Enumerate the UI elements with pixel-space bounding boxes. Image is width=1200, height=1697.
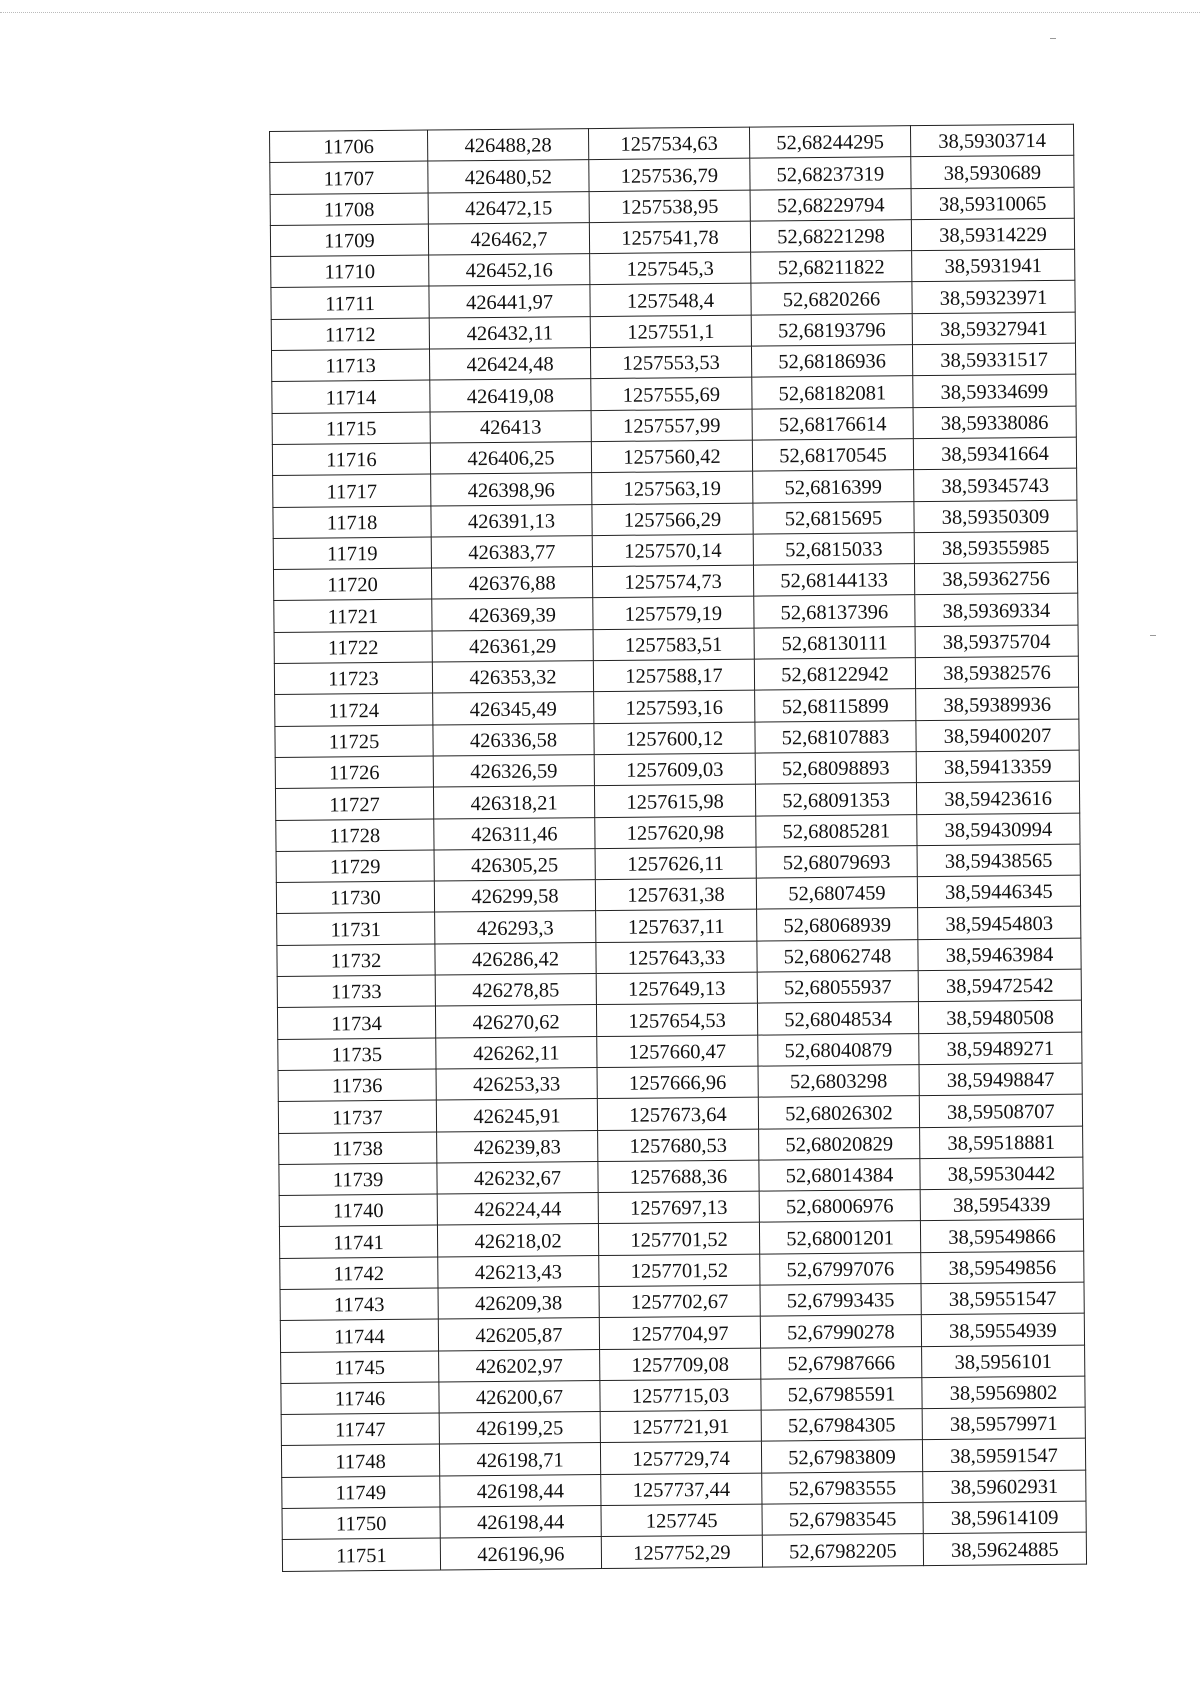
point-number-cell: 11711 [271, 287, 429, 320]
latitude-cell: 52,68229794 [750, 188, 911, 221]
latitude-cell: 52,6803298 [758, 1065, 919, 1098]
point-number-cell: 11712 [271, 318, 429, 351]
x-coordinate-cell: 426326,59 [433, 755, 594, 788]
point-number-cell: 11706 [270, 130, 428, 163]
latitude-cell: 52,68091353 [755, 783, 916, 816]
latitude-cell: 52,6815695 [753, 501, 914, 534]
longitude-cell: 38,59423616 [916, 781, 1079, 814]
longitude-cell: 38,59345743 [914, 468, 1077, 501]
point-number-cell: 11750 [282, 1507, 440, 1540]
longitude-cell: 38,59430994 [917, 813, 1080, 846]
x-coordinate-cell: 426345,49 [433, 692, 594, 725]
point-number-cell: 11709 [270, 224, 428, 257]
point-number-cell: 11714 [272, 380, 430, 413]
y-coordinate-cell: 1257536,79 [589, 158, 750, 191]
x-coordinate-cell: 426311,46 [434, 817, 595, 850]
x-coordinate-cell: 426432,11 [429, 316, 590, 349]
y-coordinate-cell: 1257666,96 [597, 1066, 758, 1099]
latitude-cell: 52,68144133 [753, 564, 914, 597]
longitude-cell: 38,5931941 [912, 249, 1075, 282]
y-coordinate-cell: 1257729,74 [600, 1442, 761, 1475]
point-number-cell: 11720 [273, 568, 431, 601]
longitude-cell: 38,59508707 [919, 1094, 1082, 1127]
x-coordinate-cell: 426232,67 [437, 1161, 598, 1194]
y-coordinate-cell: 1257697,13 [598, 1191, 759, 1224]
y-coordinate-cell: 1257548,4 [590, 284, 751, 317]
latitude-cell: 52,68014384 [759, 1158, 920, 1191]
longitude-cell: 38,59389936 [916, 688, 1079, 721]
y-coordinate-cell: 1257709,08 [600, 1348, 761, 1381]
x-coordinate-cell: 426293,3 [435, 911, 596, 944]
longitude-cell: 38,59472542 [918, 969, 1081, 1002]
y-coordinate-cell: 1257534,63 [588, 127, 749, 160]
latitude-cell: 52,68098893 [755, 752, 916, 785]
latitude-cell: 52,68055937 [757, 971, 918, 1004]
longitude-cell: 38,59549866 [920, 1220, 1083, 1253]
longitude-cell: 38,59323971 [912, 281, 1075, 314]
point-number-cell: 11744 [280, 1319, 438, 1352]
y-coordinate-cell: 1257538,95 [589, 190, 750, 223]
latitude-cell: 52,68193796 [751, 313, 912, 346]
y-coordinate-cell: 1257715,03 [600, 1379, 761, 1412]
latitude-cell: 52,68001201 [759, 1221, 920, 1254]
point-number-cell: 11713 [271, 349, 429, 382]
longitude-cell: 38,59614109 [923, 1501, 1086, 1534]
x-coordinate-cell: 426480,52 [428, 160, 589, 193]
longitude-cell: 38,59602931 [923, 1470, 1086, 1503]
x-coordinate-cell: 426213,43 [438, 1255, 599, 1288]
latitude-cell: 52,68006976 [759, 1190, 920, 1223]
latitude-cell: 52,68130111 [754, 626, 915, 659]
x-coordinate-cell: 426376,88 [431, 567, 592, 600]
x-coordinate-cell: 426369,39 [432, 598, 593, 631]
y-coordinate-cell: 1257579,19 [593, 597, 754, 630]
point-number-cell: 11735 [278, 1038, 436, 1071]
point-number-cell: 11708 [270, 193, 428, 226]
longitude-cell: 38,59498847 [919, 1063, 1082, 1096]
y-coordinate-cell: 1257588,17 [593, 659, 754, 692]
longitude-cell: 38,59338086 [913, 406, 1076, 439]
point-number-cell: 11723 [274, 662, 432, 695]
coordinates-table-body [270, 124, 1087, 1571]
x-coordinate-cell: 426218,02 [437, 1224, 598, 1257]
y-coordinate-cell: 1257609,03 [594, 753, 755, 786]
y-coordinate-cell: 1257620,98 [595, 816, 756, 849]
longitude-cell: 38,59530442 [920, 1157, 1083, 1190]
longitude-cell: 38,59355985 [914, 531, 1077, 564]
latitude-cell: 52,68186936 [751, 345, 912, 378]
longitude-cell: 38,59454803 [918, 907, 1081, 940]
longitude-cell: 38,59334699 [913, 375, 1076, 408]
longitude-cell: 38,59327941 [912, 312, 1075, 345]
longitude-cell: 38,59362756 [914, 562, 1077, 595]
longitude-cell: 38,59549856 [921, 1251, 1084, 1284]
latitude-cell: 52,67987666 [761, 1346, 922, 1379]
latitude-cell: 52,68085281 [756, 814, 917, 847]
y-coordinate-cell: 1257583,51 [593, 628, 754, 661]
x-coordinate-cell: 426253,33 [436, 1067, 597, 1100]
longitude-cell: 38,59551547 [921, 1282, 1084, 1315]
y-coordinate-cell: 1257600,12 [594, 722, 755, 755]
latitude-cell: 52,68079693 [756, 845, 917, 878]
point-number-cell: 11746 [281, 1382, 439, 1415]
latitude-cell: 52,68020829 [759, 1127, 920, 1160]
point-number-cell: 11719 [273, 537, 431, 570]
x-coordinate-cell: 426198,71 [439, 1443, 600, 1476]
x-coordinate-cell: 426441,97 [429, 285, 590, 318]
x-coordinate-cell: 426391,13 [431, 504, 592, 537]
x-coordinate-cell: 426199,25 [439, 1412, 600, 1445]
point-number-cell: 11732 [277, 944, 435, 977]
scan-speck [1150, 635, 1156, 636]
y-coordinate-cell: 1257593,16 [594, 690, 755, 723]
y-coordinate-cell: 1257553,53 [590, 346, 751, 379]
y-coordinate-cell: 1257702,67 [599, 1285, 760, 1318]
x-coordinate-cell: 426424,48 [429, 348, 590, 381]
latitude-cell: 52,68176614 [752, 407, 913, 440]
point-number-cell: 11724 [275, 693, 433, 726]
y-coordinate-cell: 1257649,13 [596, 972, 757, 1005]
x-coordinate-cell: 426353,32 [432, 661, 593, 694]
y-coordinate-cell: 1257654,53 [596, 1003, 757, 1036]
latitude-cell: 52,67983545 [762, 1503, 923, 1536]
y-coordinate-cell: 1257673,64 [597, 1097, 758, 1130]
longitude-cell: 38,59314229 [911, 218, 1074, 251]
point-number-cell: 11715 [272, 412, 430, 445]
x-coordinate-cell: 426202,97 [439, 1349, 600, 1382]
y-coordinate-cell: 1257560,42 [591, 440, 752, 473]
longitude-cell: 38,59579971 [922, 1407, 1085, 1440]
longitude-cell: 38,59489271 [919, 1032, 1082, 1065]
latitude-cell: 52,68115899 [755, 689, 916, 722]
table-row [282, 1533, 1086, 1572]
point-number-cell: 11727 [275, 787, 433, 820]
point-number-cell: 11733 [277, 975, 435, 1008]
point-number-cell: 11742 [280, 1257, 438, 1290]
latitude-cell: 52,68170545 [752, 439, 913, 472]
latitude-cell: 52,68062748 [757, 939, 918, 972]
y-coordinate-cell: 1257721,91 [600, 1410, 761, 1443]
longitude-cell: 38,59341664 [913, 437, 1076, 470]
x-coordinate-cell: 426209,38 [438, 1287, 599, 1320]
x-coordinate-cell: 426262,11 [436, 1036, 597, 1069]
y-coordinate-cell: 1257752,29 [601, 1535, 762, 1568]
x-coordinate-cell: 426224,44 [437, 1193, 598, 1226]
latitude-cell: 52,68221298 [750, 220, 911, 253]
point-number-cell: 11751 [282, 1538, 440, 1571]
x-coordinate-cell: 426452,16 [429, 254, 590, 287]
latitude-cell: 52,6820266 [751, 282, 912, 315]
latitude-cell: 52,68244295 [749, 126, 910, 159]
longitude-cell: 38,59350309 [914, 500, 1077, 533]
longitude-cell: 38,59446345 [917, 875, 1080, 908]
latitude-cell: 52,67984305 [761, 1409, 922, 1442]
y-coordinate-cell: 1257566,29 [592, 503, 753, 536]
x-coordinate-cell: 426318,21 [433, 786, 594, 819]
latitude-cell: 52,68048534 [757, 1002, 918, 1035]
latitude-cell: 52,68237319 [750, 157, 911, 190]
longitude-cell: 38,5956101 [922, 1345, 1085, 1378]
x-coordinate-cell: 426336,58 [433, 723, 594, 756]
x-coordinate-cell: 426299,58 [434, 880, 595, 913]
longitude-cell: 38,59303714 [910, 124, 1073, 157]
point-number-cell: 11749 [282, 1476, 440, 1509]
longitude-cell: 38,59331517 [912, 343, 1075, 376]
longitude-cell: 38,5930689 [911, 155, 1074, 188]
x-coordinate-cell: 426305,25 [434, 848, 595, 881]
longitude-cell: 38,59624885 [923, 1533, 1086, 1566]
latitude-cell: 52,67997076 [760, 1252, 921, 1285]
y-coordinate-cell: 1257574,73 [592, 565, 753, 598]
x-coordinate-cell: 426270,62 [435, 1005, 596, 1038]
latitude-cell: 52,67990278 [760, 1315, 921, 1348]
point-number-cell: 11739 [279, 1163, 437, 1196]
point-number-cell: 11729 [276, 850, 434, 883]
longitude-cell: 38,59591547 [922, 1439, 1085, 1472]
point-number-cell: 11718 [273, 506, 431, 539]
point-number-cell: 11736 [278, 1069, 436, 1102]
longitude-cell: 38,59518881 [920, 1126, 1083, 1159]
point-number-cell: 11743 [280, 1288, 438, 1321]
latitude-cell: 52,67993435 [760, 1284, 921, 1317]
point-number-cell: 11710 [271, 255, 429, 288]
x-coordinate-cell: 426198,44 [440, 1474, 601, 1507]
y-coordinate-cell: 1257680,53 [598, 1129, 759, 1162]
x-coordinate-cell: 426198,44 [440, 1506, 601, 1539]
longitude-cell: 38,59400207 [916, 719, 1079, 752]
x-coordinate-cell: 426406,25 [430, 442, 591, 475]
coordinates-table [269, 124, 1087, 1572]
y-coordinate-cell: 1257688,36 [598, 1160, 759, 1193]
latitude-cell: 52,67985591 [761, 1378, 922, 1411]
latitude-cell: 52,67983809 [761, 1440, 922, 1473]
point-number-cell: 11730 [276, 881, 434, 914]
point-number-cell: 11741 [279, 1225, 437, 1258]
y-coordinate-cell: 1257541,78 [589, 221, 750, 254]
y-coordinate-cell: 1257563,19 [592, 471, 753, 504]
scan-top-edge [0, 12, 1200, 13]
latitude-cell: 52,6807459 [756, 877, 917, 910]
point-number-cell: 11722 [274, 631, 432, 664]
latitude-cell: 52,68026302 [758, 1096, 919, 1129]
longitude-cell: 38,5954339 [920, 1188, 1083, 1221]
longitude-cell: 38,59310065 [911, 187, 1074, 220]
y-coordinate-cell: 1257545,3 [590, 252, 751, 285]
y-coordinate-cell: 1257626,11 [595, 847, 756, 880]
latitude-cell: 52,68068939 [757, 908, 918, 941]
y-coordinate-cell: 1257660,47 [597, 1035, 758, 1068]
point-number-cell: 11740 [279, 1194, 437, 1227]
longitude-cell: 38,59369334 [915, 594, 1078, 627]
latitude-cell: 52,67982205 [762, 1534, 923, 1567]
y-coordinate-cell: 1257701,52 [599, 1254, 760, 1287]
y-coordinate-cell: 1257557,99 [591, 409, 752, 442]
x-coordinate-cell: 426278,85 [435, 974, 596, 1007]
x-coordinate-cell: 426419,08 [430, 379, 591, 412]
longitude-cell: 38,59463984 [918, 938, 1081, 971]
latitude-cell: 52,68040879 [758, 1033, 919, 1066]
point-number-cell: 11725 [275, 725, 433, 758]
x-coordinate-cell: 426383,77 [431, 535, 592, 568]
point-number-cell: 11716 [272, 443, 430, 476]
x-coordinate-cell: 426205,87 [438, 1318, 599, 1351]
point-number-cell: 11707 [270, 161, 428, 194]
y-coordinate-cell: 1257555,69 [591, 378, 752, 411]
point-number-cell: 11747 [281, 1413, 439, 1446]
longitude-cell: 38,59569802 [922, 1376, 1085, 1409]
x-coordinate-cell: 426196,96 [440, 1537, 601, 1570]
x-coordinate-cell: 426472,15 [428, 191, 589, 224]
longitude-cell: 38,59413359 [916, 750, 1079, 783]
latitude-cell: 52,67983555 [762, 1471, 923, 1504]
point-number-cell: 11748 [281, 1444, 439, 1477]
latitude-cell: 52,68182081 [752, 376, 913, 409]
longitude-cell: 38,59554939 [921, 1313, 1084, 1346]
point-number-cell: 11721 [274, 599, 432, 632]
point-number-cell: 11726 [275, 756, 433, 789]
latitude-cell: 52,68211822 [751, 251, 912, 284]
y-coordinate-cell: 1257643,33 [596, 941, 757, 974]
latitude-cell: 52,68137396 [754, 595, 915, 628]
longitude-cell: 38,59382576 [915, 656, 1078, 689]
x-coordinate-cell: 426413 [430, 410, 591, 443]
point-number-cell: 11728 [276, 819, 434, 852]
latitude-cell: 52,6815033 [753, 533, 914, 566]
point-number-cell: 11745 [281, 1351, 439, 1384]
y-coordinate-cell: 1257637,11 [596, 910, 757, 943]
latitude-cell: 52,68107883 [755, 720, 916, 753]
longitude-cell: 38,59375704 [915, 625, 1078, 658]
point-number-cell: 11717 [273, 474, 431, 507]
latitude-cell: 52,6816399 [753, 470, 914, 503]
y-coordinate-cell: 1257701,52 [598, 1222, 759, 1255]
x-coordinate-cell: 426398,96 [431, 473, 592, 506]
y-coordinate-cell: 1257745 [601, 1504, 762, 1537]
x-coordinate-cell: 426462,7 [428, 222, 589, 255]
y-coordinate-cell: 1257737,44 [601, 1473, 762, 1506]
y-coordinate-cell: 1257704,97 [599, 1316, 760, 1349]
x-coordinate-cell: 426361,29 [432, 629, 593, 662]
point-number-cell: 11734 [277, 1006, 435, 1039]
longitude-cell: 38,59438565 [917, 844, 1080, 877]
point-number-cell: 11731 [277, 912, 435, 945]
x-coordinate-cell: 426286,42 [435, 942, 596, 975]
y-coordinate-cell: 1257551,1 [590, 315, 751, 348]
y-coordinate-cell: 1257570,14 [592, 534, 753, 567]
x-coordinate-cell: 426245,91 [436, 1099, 597, 1132]
y-coordinate-cell: 1257631,38 [595, 878, 756, 911]
point-number-cell: 11738 [279, 1132, 437, 1165]
scan-speck [1050, 38, 1056, 39]
y-coordinate-cell: 1257615,98 [594, 784, 755, 817]
x-coordinate-cell: 426200,67 [439, 1380, 600, 1413]
x-coordinate-cell: 426488,28 [427, 129, 588, 162]
longitude-cell: 38,59480508 [918, 1000, 1081, 1033]
latitude-cell: 52,68122942 [754, 658, 915, 691]
x-coordinate-cell: 426239,83 [437, 1130, 598, 1163]
point-number-cell: 11737 [278, 1100, 436, 1133]
